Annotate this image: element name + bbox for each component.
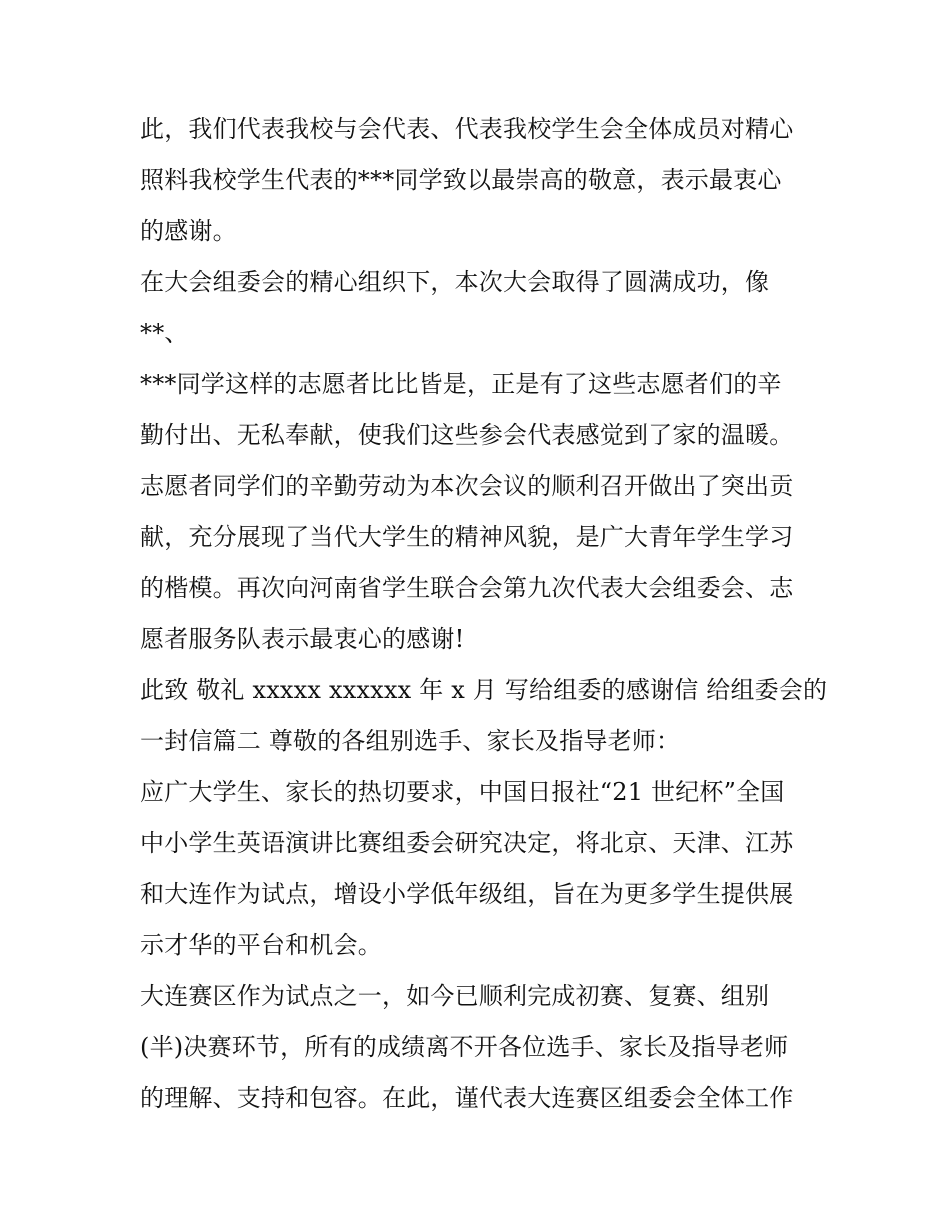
text-line: ***同学这样的志愿者比比皆是，正是有了这些志愿者们的辛: [140, 370, 782, 398]
text-line: 的感谢。: [140, 217, 237, 245]
text-line: 献，充分展现了当代大学生的精神风貌，是广大青年学生学习: [140, 523, 794, 551]
text-line: **、: [140, 319, 189, 347]
text-line: 大连赛区作为试点之一，如今已顺利完成初赛、复赛、组别: [140, 982, 770, 1010]
text-line: 应广大学生、家长的热切要求，中国日报社“21 世纪杯”全国: [140, 778, 785, 806]
text-line: 照料我校学生代表的***同学致以最崇高的敬意，表示最衷心: [140, 166, 782, 194]
body-text: [140, 104, 828, 1124]
text-line: 的理解、支持和包容。在此，谨代表大连赛区组委会全体工作: [140, 1084, 794, 1112]
text-line: (半)决赛环节，所有的成绩离不开各位选手、家长及指导老师: [140, 1033, 789, 1061]
text-line: 和大连作为试点，增设小学低年级组，旨在为更多学生提供展: [140, 880, 794, 908]
text-line: 勤付出、无私奉献，使我们这些参会代表感觉到了家的温暖。: [140, 421, 794, 449]
text-line: 愿者服务队表示最衷心的感谢!: [140, 625, 465, 653]
text-line: 志愿者同学们的辛勤劳动为本次会议的顺利召开做出了突出贡: [140, 472, 794, 500]
text-line: 此，我们代表我校与会代表、代表我校学生会全体成员对精心: [140, 115, 794, 143]
text-line: 此致 敬礼 xxxxx xxxxxx 年 x 月 写给组委的感谢信 给组委会的: [140, 676, 828, 704]
text-line: 一封信篇二 尊敬的各组别选手、家长及指导老师：: [140, 727, 681, 755]
text-line: 中小学生英语演讲比赛组委会研究决定，将北京、天津、江苏: [140, 829, 794, 857]
text-line: 在大会组委会的精心组织下，本次大会取得了圆满成功，像: [140, 268, 770, 296]
text-line: 示才华的平台和机会。: [140, 931, 382, 959]
text-line: 的楷模。再次向河南省学生联合会第九次代表大会组委会、志: [140, 574, 794, 602]
